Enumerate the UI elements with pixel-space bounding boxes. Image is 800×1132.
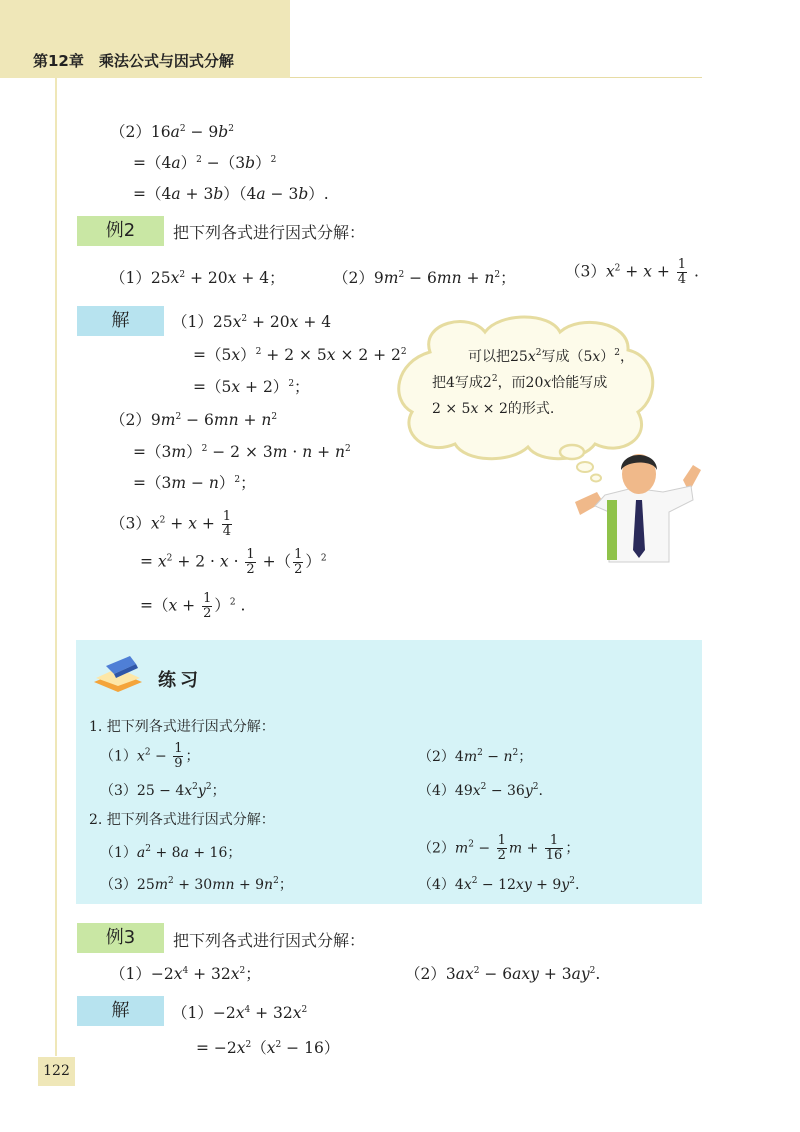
bubble-line-1: 可以把$25x^2$写成$(5x)^2$， xyxy=(468,348,635,365)
example3-prompt: 把下列各式进行因式分解： xyxy=(173,931,366,950)
practice-q2-item-1: $(1)a^2 + 8a + 16$； xyxy=(100,844,242,861)
fraction: $\frac{1}{9}$ xyxy=(174,741,183,771)
solution2-p1-line3: $=(5x + 2)^2$； xyxy=(193,378,310,396)
practice-q1-item-3: $(3)25 - 4x^2y^2$； xyxy=(100,782,226,799)
practice-q2-item-2: $(2)m^2$ − $\frac{1}{2}$ m + $\frac{1}{16}$ ； xyxy=(418,833,580,863)
bubble-line-2: 把4写成$2^2$，而20x恰能写成 xyxy=(432,374,608,391)
prev-solution-line1: $(2)16a^2 - 9b^2$ xyxy=(110,123,234,141)
bubble-line-3: 2 × 5x × 2的形式. xyxy=(432,401,555,417)
practice-q2: 2. 把下列各式进行因式分解： xyxy=(89,812,275,828)
solution2-p3-line3: =（x + $\frac{1}{2}$ ）$^2$ . xyxy=(140,591,246,621)
solution3-line2: = $-2x^2(x^2 - 16)$ xyxy=(196,1039,340,1057)
solution3-line1: $(1)-2x^4 + 32x^2$ xyxy=(172,1004,308,1022)
example2-item-2: $(2)9m^2 - 6mn + n^2$； xyxy=(333,269,516,287)
solution2-p2-line1: $(2)9m^2 - 6mn + n^2$ xyxy=(110,411,278,429)
example2-item-3: $(3)x^2 + x$ + $\frac{1}{4}$ . xyxy=(565,257,699,287)
solution2-p2-line3: $=(3m - n)^2$； xyxy=(133,474,256,492)
solution2-p1-line2: $=(5x)^2 + 2 \times 5x \times 2 + 2^2$ xyxy=(193,346,407,364)
fraction: $\frac{1}{4}$ xyxy=(677,257,687,287)
example3-badge: 例3 xyxy=(77,923,164,953)
header-rule xyxy=(290,77,702,78)
practice-q2-item-3: $(3)25m^2 + 30mn + 9n^2$； xyxy=(100,876,293,893)
chapter-title: 第12章 乘法公式与因式分解 xyxy=(33,52,234,70)
practice-q1-item-1: $(1)x^2$ − $\frac{1}{9}$ ； xyxy=(100,741,200,771)
solution2-p3-line1: $(3)x^2 + x$ + $\frac{1}{4}$ xyxy=(110,509,232,539)
solution2-p3-line2: = $x^2 + 2 \cdot x$ · $\frac{1}{2}$ +（ $\frac{1}{2}$ ）$^2$ xyxy=(140,547,327,577)
fraction: $\frac{1}{2}$ xyxy=(246,547,255,577)
practice-q2-item-4: $(4)4x^2 - 12xy + 9y^2$. xyxy=(418,876,580,893)
page-number: 122 xyxy=(38,1057,75,1086)
solution3-badge: 解 xyxy=(77,996,164,1026)
practice-q1: 1. 把下列各式进行因式分解： xyxy=(89,719,275,735)
solution2-p1-line1: $(1)25x^2 + 20x + 4$ xyxy=(172,313,332,331)
solution2-p2-line2: $=(3m)^2 - 2 \times 3m \cdot n + n^2$ xyxy=(133,443,351,461)
example2-item-1: $(1)25x^2 + 20x + 4$； xyxy=(110,269,285,287)
book-icon xyxy=(88,652,148,696)
example2-prompt: 把下列各式进行因式分解： xyxy=(173,223,366,242)
solution2-badge: 解 xyxy=(77,306,164,336)
practice-q1-item-2: $(2)4m^2 - n^2$； xyxy=(418,748,533,765)
fraction: $\frac{1}{16}$ xyxy=(545,833,563,863)
student-illustration-icon xyxy=(565,440,710,565)
example2-badge: 例2 xyxy=(77,216,164,246)
fraction: $\frac{1}{2}$ xyxy=(294,547,303,577)
example3-item-2: $(2)3ax^2 - 6axy + 3ay^2$. xyxy=(405,965,601,983)
practice-title: 练习 xyxy=(158,670,202,691)
prev-solution-line3: =（4a + 3b）（4a − 3b）. xyxy=(133,185,329,203)
margin-line xyxy=(55,78,57,1056)
example3-item-1: $(1)-2x^4 + 32x^2$； xyxy=(110,965,261,983)
fraction: $\frac{1}{4}$ xyxy=(222,509,232,539)
practice-q1-item-4: $(4)49x^2 - 36y^2$. xyxy=(418,782,543,799)
fraction: $\frac{1}{2}$ xyxy=(497,833,506,863)
fraction: $\frac{1}{2}$ xyxy=(203,591,212,621)
prev-solution-line2: $=(4a)^2 -(3b)^2$ xyxy=(133,154,277,172)
